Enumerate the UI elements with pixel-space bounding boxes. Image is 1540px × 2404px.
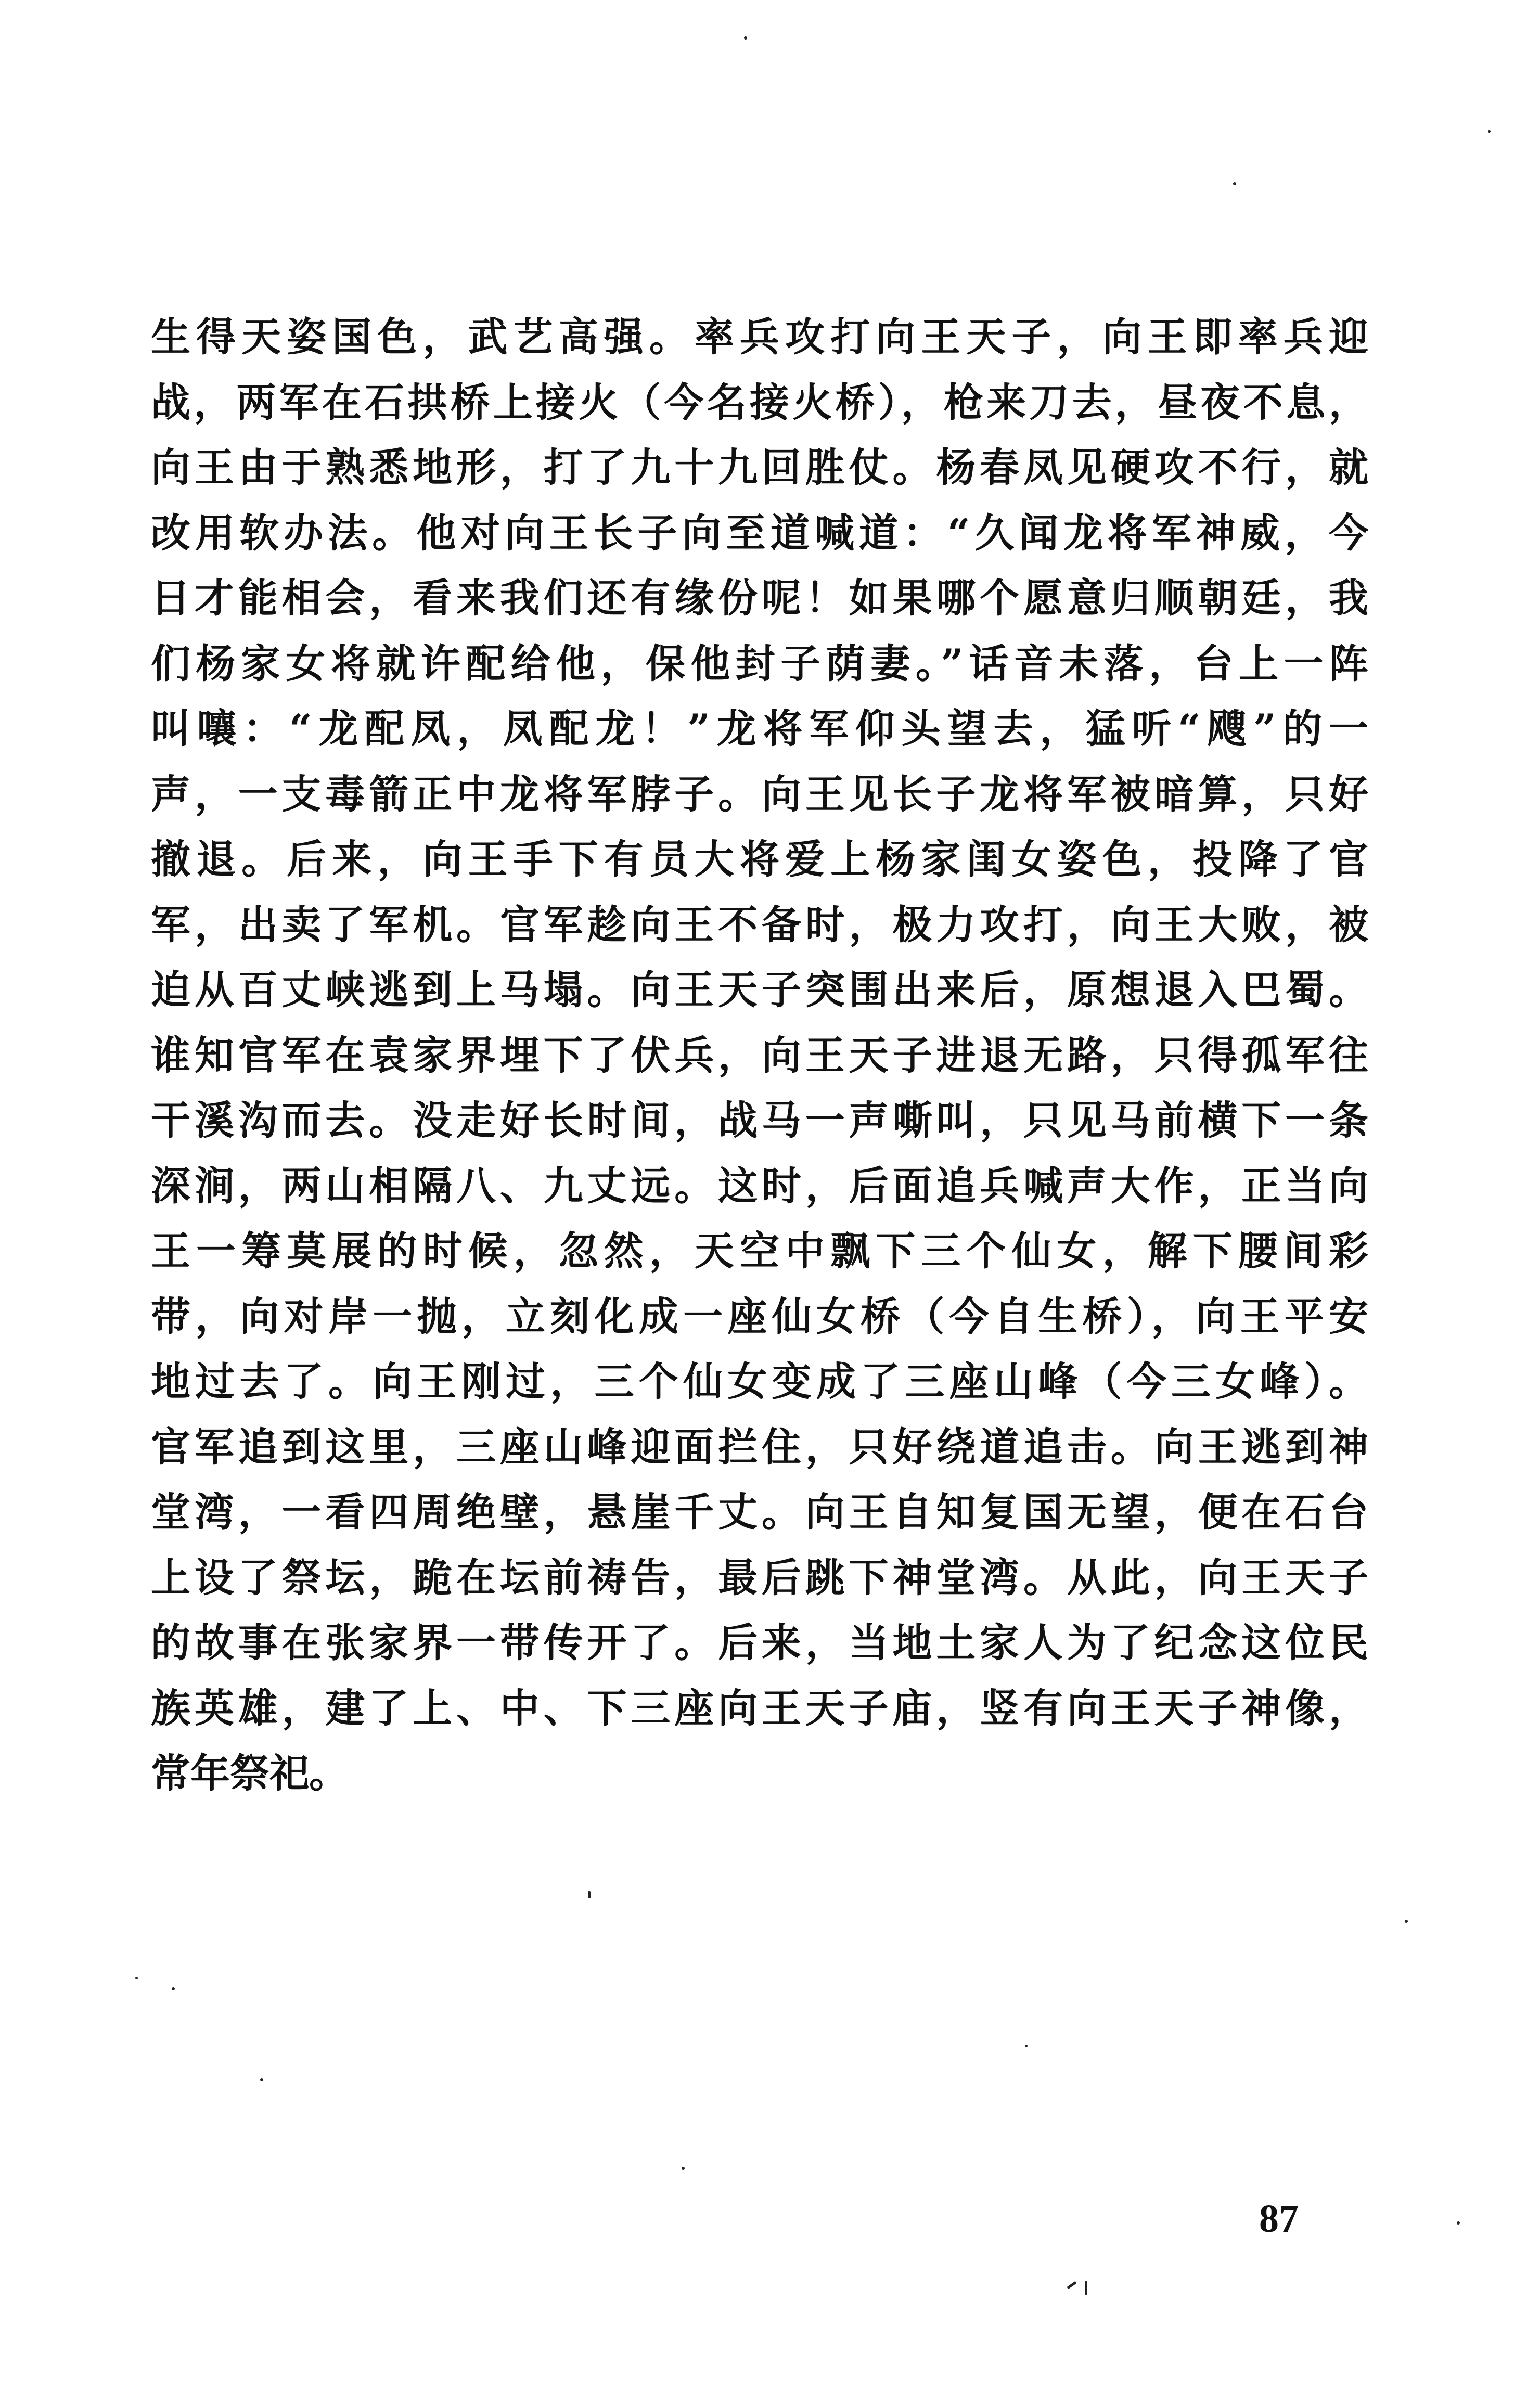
text-line: 生得天姿国色，武艺高强。率兵攻打向王天子，向王即率兵迎 [151,314,1368,360]
body-paragraph [151,304,1368,1806]
scan-speck [588,1891,591,1898]
text-line: 地过去了。向王刚过，三个仙女变成了三座山峰（今三女峰）。 [151,1358,1368,1405]
text-line: 谁知官军在袁家界埋下了伏兵，向王天子进退无路，只得孤军往 [151,1032,1368,1078]
scan-speck [260,2078,263,2081]
scan-speck [135,1977,138,1979]
page-number: 87 [1259,2197,1299,2241]
text-line: 们杨家女将就许配给他，保他封子荫妻。”话音未落，台上一阵 [151,640,1368,687]
text-line: 迫从百丈峡逃到上马塌。向王天子突围出来后，原想退入巴蜀。 [151,967,1368,1013]
text-line: 上设了祭坛，跪在坛前祷告，最后跳下神堂湾。从此，向王天子 [151,1554,1368,1601]
text-line: 撤退。后来，向王手下有员大将爱上杨家闺女姿色，投降了官 [151,836,1368,882]
text-line: 王一筹莫展的时候，忽然，天空中飘下三个仙女，解下腰间彩 [151,1228,1368,1274]
text-line: 声，一支毒箭正中龙将军脖子。向王见长子龙将军被暗算，只好 [151,770,1368,817]
text-line: 干溪沟而去。没走好长时间，战马一声嘶叫，只见马前横下一条 [151,1097,1368,1143]
text-line: 族英雄，建了上、中、下三座向王天子庙，竖有向王天子神像， [151,1685,1368,1731]
scan-speck [1405,1920,1408,1923]
text-line: 日才能相会，看来我们还有缘份呢！如果哪个愿意归顺朝廷，我 [151,575,1368,621]
scan-speck [1025,2045,1028,2047]
text-line: 深涧，两山相隔八、九丈远。这时，后面追兵喊声大作，正当向 [151,1162,1368,1209]
scan-speck [1067,2281,1076,2290]
text-line: 战，两军在石拱桥上接火（今名接火桥），枪来刀去，昼夜不息， [151,379,1368,426]
text-line: 的故事在张家界一带传开了。后来，当地土家人为了纪念这位民 [151,1619,1368,1666]
scan-speck [682,2167,685,2170]
scan-speck [1233,182,1236,185]
text-line: 堂湾，一看四周绝壁，悬崖千丈。向王自知复国无望，便在石台 [151,1489,1368,1535]
text-line: 带，向对岸一抛，立刻化成一座仙女桥（今自生桥），向王平安 [151,1293,1368,1340]
text-line: 军，出卖了军机。官军趁向王不备时，极力攻打，向王大败，被 [151,901,1368,948]
scan-speck [1488,130,1491,133]
text-line: 常年祭祀。 [151,1750,349,1796]
text-line: 向王由于熟悉地形，打了九十九回胜仗。杨春凤见硬攻不行，就 [151,444,1368,491]
text-line: 官军追到这里，三座山峰迎面拦住，只好绕道追击。向王逃到神 [151,1423,1368,1470]
text-line: 改用软办法。他对向王长子向至道喊道：“久闻龙将军神威，今 [151,509,1368,556]
scan-speck [744,36,747,40]
text-line: 叫嚷：“龙配凤，凤配龙！”龙将军仰头望去，猛听“飕”的一 [151,705,1368,752]
scan-speck [172,1987,175,1990]
scan-speck [1457,2221,1460,2225]
scan-speck [1085,2281,1087,2295]
